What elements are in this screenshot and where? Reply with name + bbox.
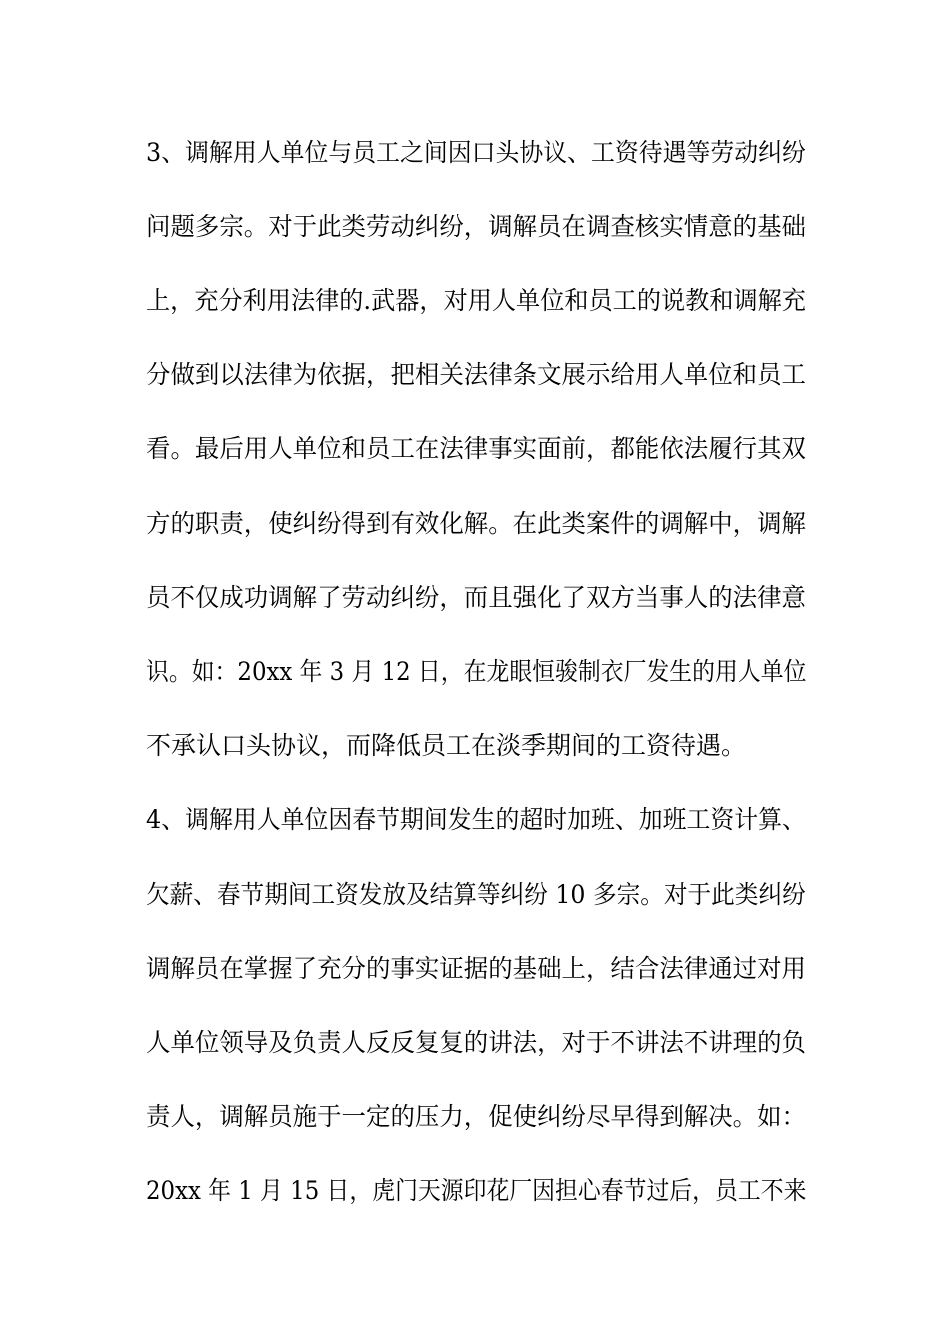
- text-line: 欠薪、春节期间工资发放及结算等纠纷 10 多宗。对于此类纠纷: [146, 880, 806, 909]
- text-line: 上，充分利用法律的.武器，对用人单位和员工的说教和调解充: [146, 286, 806, 315]
- text-line: 责人，调解员施于一定的压力，促使纠纷尽早得到解决。如：: [146, 1102, 807, 1131]
- text-line: 人单位领导及负责人反反复复的讲法，对于不讲法不讲理的负: [146, 1028, 807, 1057]
- text-line: 20xx 年 1 月 15 日，虎门天源印花厂因担心春节过后，员工不来: [146, 1176, 807, 1205]
- text-line: 调解员在掌握了充分的事实证据的基础上，结合法律通过对用: [146, 954, 807, 983]
- text-line: 分做到以法律为依据，把相关法律条文展示给用人单位和员工: [146, 360, 807, 389]
- text-line: 不承认口头协议，而降低员工在淡季期间的工资待遇。: [146, 731, 747, 760]
- text-line: 问题多宗。对于此类劳动纠纷，调解员在调查核实情意的基础: [146, 212, 807, 241]
- text-line: 3、调解用人单位与员工之间因口头协议、工资待遇等劳动纠纷: [146, 138, 806, 167]
- text-line: 4、调解用人单位因春节期间发生的超时加班、加班工资计算、: [146, 805, 806, 834]
- text-line: 识。如：20xx 年 3 月 12 日，在龙眼恒骏制衣厂发生的用人单位: [146, 657, 807, 686]
- text-line: 员不仅成功调解了劳动纠纷，而且强化了双方当事人的法律意: [146, 583, 807, 612]
- text-line: 方的职责，使纠纷得到有效化解。在此类案件的调解中，调解: [146, 509, 807, 538]
- text-line: 看。最后用人单位和员工在法律事实面前，都能依法履行其双: [146, 434, 807, 463]
